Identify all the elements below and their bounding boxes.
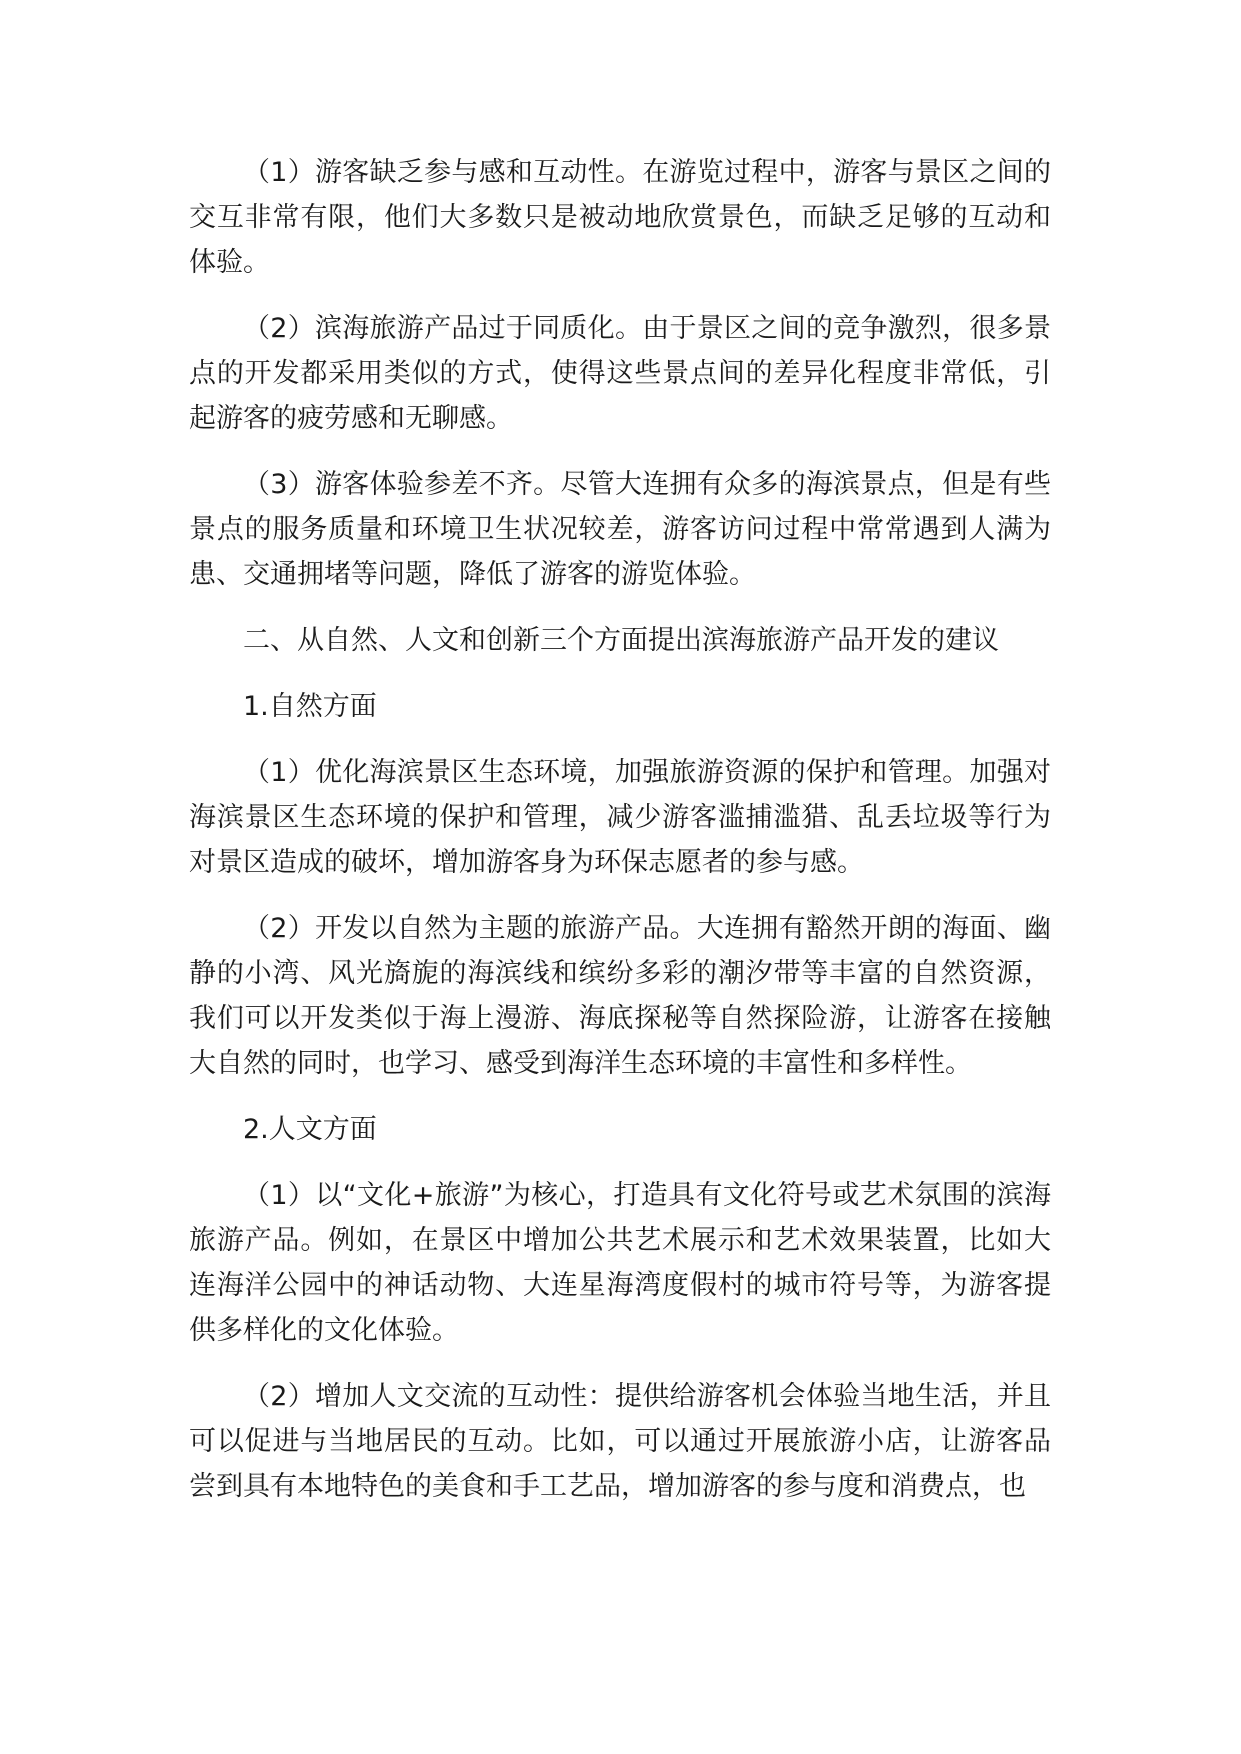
paragraph-culture-2: （2）增加人文交流的互动性：提供给游客机会体验当地生活，并且可以促进与当地居民的互动。比如，可以通过开展旅游小店，让游客品尝到具有本地特色的美食和手工艺品，增加游客的参与度和消费点，也 <box>189 1381 1051 1502</box>
paragraph-nature-2: （2）开发以自然为主题的旅游产品。大连拥有豁然开朗的海面、幽静的小湾、风光旖旎的海滨线和缤纷多彩的潮汐带等丰富的自然资源，我们可以开发类似于海上漫游、海底探秘等自然探险游，让游客在接触大自然的同时，也学习、感受到海洋生态环境的丰富性和多样性。 <box>189 913 1051 1079</box>
document-page <box>189 150 1051 1530</box>
paragraph-problem-2: （2）滨海旅游产品过于同质化。由于景区之间的竞争激烈，很多景点的开发都采用类似的方式，使得这些景点间的差异化程度非常低，引起游客的疲劳感和无聊感。 <box>189 313 1051 434</box>
section-heading: 二、从自然、人文和创新三个方面提出滨海旅游产品开发的建议 <box>243 625 999 656</box>
paragraph-problem-1: （1）游客缺乏参与感和互动性。在游览过程中，游客与景区之间的交互非常有限，他们大多数只是被动地欣赏景色，而缺乏足够的互动和体验。 <box>189 157 1051 278</box>
paragraph-culture-1: （1）以“文化+旅游”为核心，打造具有文化符号或艺术氛围的滨海旅游产品。例如，在景区中增加公共艺术展示和艺术效果装置，比如大连海洋公园中的神话动物、大连星海湾度假村的城市符号等，为游客提供多样化的文化体验。 <box>189 1180 1051 1346</box>
subsection-heading-culture: 2.人文方面 <box>243 1114 377 1145</box>
subsection-heading-nature: 1.自然方面 <box>243 691 377 722</box>
paragraph-nature-1: （1）优化海滨景区生态环境，加强旅游资源的保护和管理。加强对海滨景区生态环境的保护和管理，减少游客滥捕滥猎、乱丢垃圾等行为对景区造成的破坏，增加游客身为环保志愿者的参与感。 <box>189 757 1051 878</box>
paragraph-problem-3: （3）游客体验参差不齐。尽管大连拥有众多的海滨景点，但是有些景点的服务质量和环境卫生状况较差，游客访问过程中常常遇到人满为患、交通拥堵等问题，降低了游客的游览体验。 <box>189 469 1051 590</box>
